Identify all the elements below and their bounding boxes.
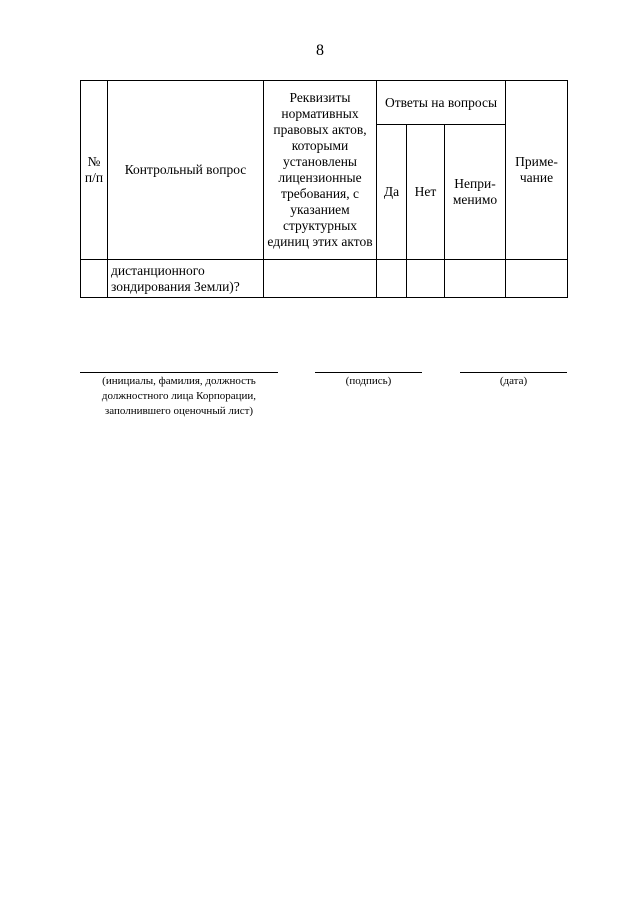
header-question: Контрольный вопрос — [108, 81, 264, 260]
person-caption: (инициалы, фамилия, должность должностного лица Корпорации, заполнившего оценочный лист) — [101, 375, 257, 417]
cell-not-applicable — [445, 260, 506, 298]
header-requisites: Реквизиты нормативных правовых актов, которыми установлены лицензионные требования, с указанием структурных единиц этих актов — [264, 81, 377, 260]
checklist-table — [80, 80, 568, 298]
cell-note — [506, 260, 568, 298]
header-no: Нет — [407, 125, 445, 260]
header-num: № п/п — [81, 81, 108, 260]
date-caption: (дата) — [499, 375, 528, 387]
cell-requisites — [264, 260, 377, 298]
cell-question: дистанционного зондирования Земли)? — [108, 260, 264, 298]
cell-yes — [377, 260, 407, 298]
page-number: 8 — [316, 42, 324, 59]
header-not-applicable: Непри- менимо — [445, 125, 506, 260]
header-yes: Да — [377, 125, 407, 260]
table-row — [81, 260, 568, 298]
person-signature-line — [80, 372, 278, 373]
date-line — [460, 372, 567, 373]
cell-no — [407, 260, 445, 298]
header-answers-group: Ответы на вопросы — [377, 81, 506, 125]
header-note: Приме- чание — [506, 81, 568, 260]
signature-line — [315, 372, 422, 373]
signature-caption: (подпись) — [345, 375, 392, 387]
cell-num — [81, 260, 108, 298]
